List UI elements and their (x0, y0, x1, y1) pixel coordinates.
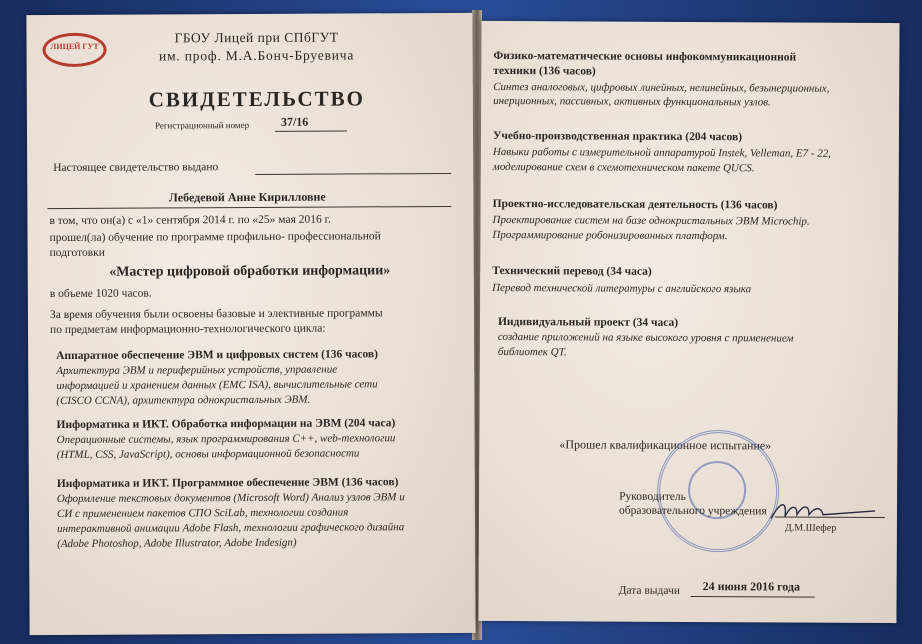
subject-desc: создание приложений на языке высокого уровня с применением (497, 330, 794, 345)
subject-title: Физико-математические основы инфокоммуникационной (493, 49, 797, 64)
head-label-1: Руководитель (619, 490, 686, 503)
document-title: СВИДЕТЕЛЬСТВО (148, 86, 365, 112)
program-volume: в объеме 1020 часов. (49, 287, 152, 301)
subject-desc: информацией и хранением данных (EMC ISA), вычислительные сети (56, 378, 378, 393)
subject-title: Учебно-производственная практика (204 часов) (492, 129, 743, 144)
issued-underline (255, 173, 451, 175)
left-page (26, 13, 475, 635)
subject-desc: Навыки работы с измерительной аппаратурой Instek, Velleman, E7 - 22, (492, 145, 832, 160)
subject-desc: (HTML, CSS, JavaScript), основы информационной безопасности (56, 447, 360, 462)
head-name: Д.М.Шефер (784, 522, 837, 534)
subject-desc: Архитектура ЭВМ и периферийных устройств, управление (56, 363, 338, 378)
header-line-1: ГБОУ Лицей при СПбГУТ (174, 29, 339, 46)
program-intro-2: подготовки (49, 246, 105, 260)
issued-label: Настоящее свидетельство выдано (53, 161, 219, 175)
reg-number-label: Регистрационный номер (154, 120, 250, 131)
subject-desc: Синтез аналоговых, цифровых линейных, нелинейных, безынерционных, (493, 80, 830, 95)
issue-date: 24 июня 2016 года (702, 579, 801, 594)
subject-title: Индивидуальный проект (34 часа) (497, 316, 679, 329)
reg-number-underline (275, 130, 347, 131)
subject-title: Информатика и ИКТ. Обработка информации на ЭВМ (204 часа) (56, 417, 396, 432)
subject-title: Технический перевод (34 часа) (492, 264, 652, 278)
right-page (478, 21, 899, 623)
subject-desc: интерактивной анимации Adobe Flash, технологии графического дизайна (57, 521, 405, 536)
qualification-text: «Прошел квалификационное испытание» (559, 437, 772, 453)
subject-desc: (Adobe Photoshop, Adobe Illustrator, Adobe Indesign) (57, 536, 297, 551)
lyceum-logo: ЛИЦЕЙ ГУТ (42, 33, 106, 67)
subject-desc: Оформление текстовых документов (Microsoft Word) Анализ узлов ЭВМ и (56, 491, 405, 506)
subject-desc: Операционные системы, язык программирования С++, web-технологии (56, 432, 396, 447)
reg-number: 37/16 (280, 114, 309, 129)
mastered-text-1: За время обучения были освоены базовые и элективные программы (49, 307, 383, 322)
head-label-2: образовательного учреждения (618, 504, 767, 518)
study-period: в том, что он(а) с «1» сентября 2014 г. по «25» мая 2016 г. (49, 213, 331, 228)
subject-desc: библиотек QT. (497, 345, 567, 359)
subject-desc: Программирование робонизированных платформ. (492, 228, 728, 243)
subject-desc: моделирование схем в схемотехническом пакете QUCS. (492, 160, 755, 175)
mastered-text-2: по предметам информационно-технологического цикла: (49, 322, 326, 337)
header-line-2: им. проф. М.А.Бонч-Бруевича (158, 47, 355, 64)
issue-date-label: Дата выдачи (618, 584, 681, 597)
subject-desc: Перевод технической литературы с английского языка (492, 281, 752, 296)
subject-desc: инерционных, пассивных, активных функциональных узлов. (493, 94, 771, 109)
subject-desc: (CISCO CCNA), архитектура однокристальных ЭВМ. (56, 393, 311, 408)
recipient-underline (47, 206, 451, 209)
subject-desc: СИ с применением пакетов СПО SciLab, технологии создания (56, 506, 349, 521)
issue-date-underline (691, 596, 815, 598)
subject-title: Проектно-исследовательская деятельность (136 часов) (492, 197, 778, 212)
subject-title: техники (136 часов) (493, 64, 596, 78)
subject-title: Аппаратное обеспечение ЭВМ и цифровых систем (136 часов) (56, 348, 379, 363)
program-name: «Мастер цифровой обработки информации» (109, 263, 391, 280)
subject-desc: Проектирование систем на базе однокристальных ЭВМ Microchip. (492, 213, 810, 228)
recipient-name: Лебедевой Анне Кирилловне (168, 189, 326, 205)
program-intro-1: прошел(ла) обучение по программе профильно- профессиональной (49, 230, 381, 245)
subject-title: Информатика и ИКТ. Программное обеспечение ЭВМ (136 часов) (56, 476, 399, 491)
